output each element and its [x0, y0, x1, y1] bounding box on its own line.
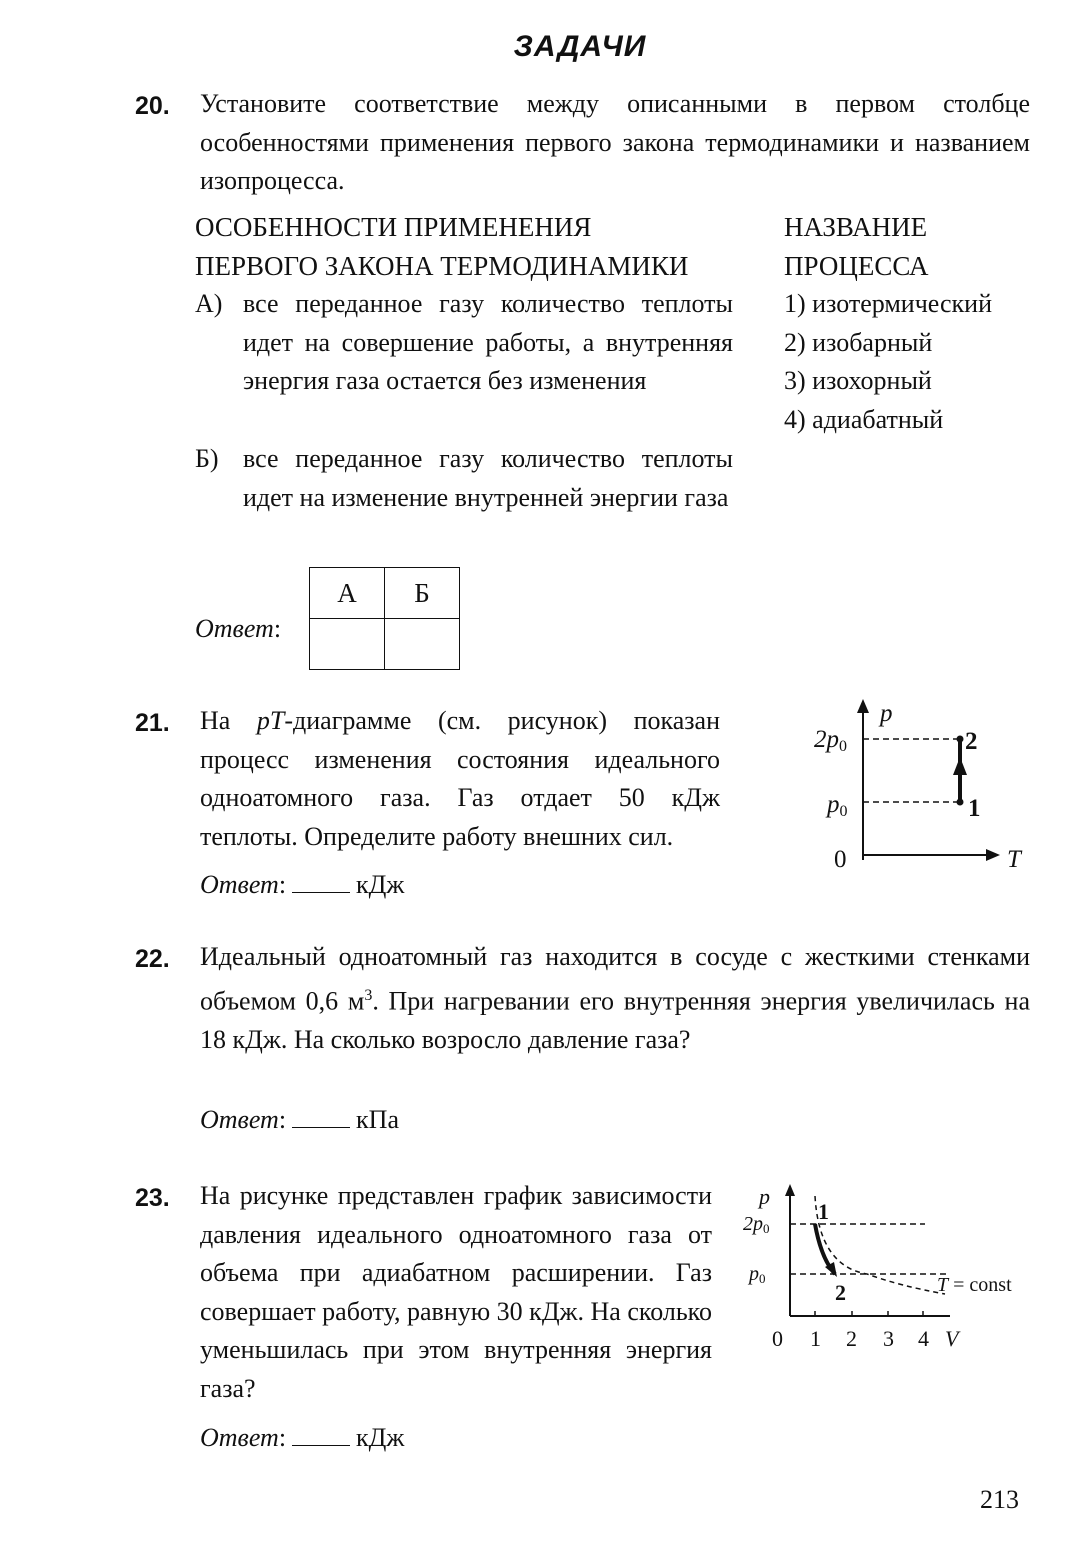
- answer-colon: :: [273, 614, 282, 643]
- problem-22-sup: 3: [364, 986, 373, 1004]
- problem-21-text-rest: -диаграмме (см. рисунок) показан процесс изменения состояния идеального одноатомного газа. Газ отдает 50 кДж теплоты. Определите работу внешних сил.: [200, 706, 720, 851]
- pv-x-tick-4: 4: [918, 1326, 929, 1351]
- answer-table: [309, 567, 460, 670]
- answer-blank[interactable]: [292, 1127, 350, 1128]
- problem-21-text: [200, 702, 720, 856]
- pv-p0-sub: 0: [759, 1271, 766, 1286]
- option-1: 1) изотермический: [784, 289, 992, 318]
- left-header-line-1: ОСОБЕННОСТИ ПРИМЕНЕНИЯ: [195, 212, 592, 242]
- problem-20-number: 20.: [135, 92, 170, 120]
- left-header-line-2: ПЕРВОГО ЗАКОНА ТЕРМОДИНАМИКИ: [195, 250, 689, 281]
- pt-point-1: [957, 799, 964, 806]
- answer-label: Ответ: [195, 614, 274, 643]
- problem-21-number: 21.: [135, 709, 170, 737]
- problem-23-number: 23.: [135, 1184, 170, 1212]
- answer-table-header-b: Б: [385, 568, 460, 619]
- pv-x-tick-0: 0: [772, 1326, 783, 1351]
- problem-21-answer: [200, 870, 404, 900]
- pt-2p0-sub: 0: [839, 738, 847, 755]
- answer-table-header-a: А: [310, 568, 385, 619]
- option-4: 4) адиабатный: [784, 404, 944, 434]
- pt-x-label: T: [1007, 846, 1021, 873]
- pv-isotherm-label: [937, 1274, 1012, 1296]
- pt-point-2-label: 2: [965, 728, 978, 755]
- pv-2p0-main: 2p: [743, 1213, 763, 1235]
- answer-unit: кДж: [356, 1423, 405, 1452]
- pt-point-1-label: 1: [968, 795, 981, 822]
- right-header-line-1: НАЗВАНИЕ: [784, 212, 928, 242]
- answer-label: Ответ: [200, 870, 279, 899]
- answer-label: Ответ: [200, 1105, 279, 1134]
- item-b-text: все переданное газу количество теплоты идет на изменение внутренней энергии газа: [243, 444, 733, 512]
- problem-23-answer: [200, 1423, 404, 1453]
- pv-p0-main: p: [749, 1263, 759, 1285]
- answer-cell-a[interactable]: [310, 619, 385, 670]
- answer-unit: кПа: [356, 1105, 399, 1134]
- pt-point-2: [957, 736, 964, 743]
- item-a-label: А): [195, 289, 223, 318]
- problem-22-number: 22.: [135, 945, 170, 973]
- problem-22-text-start: Идеальный одноатомный газ находится в сосуде с жесткими стенками объемом 0,6 м: [200, 942, 1030, 1016]
- page-heading: ЗАДАЧИ: [513, 30, 647, 63]
- pv-point-1-label: 1: [818, 1199, 829, 1224]
- pv-2p0-sub: 0: [763, 1221, 770, 1236]
- pv-p0-label: [747, 1263, 766, 1286]
- pv-x-tick-2: 2: [846, 1326, 857, 1351]
- problem-22-text: [200, 938, 1030, 1059]
- answer-colon: :: [278, 1105, 287, 1134]
- pv-isotherm-const: = const: [948, 1274, 1012, 1296]
- item-a-text: все переданное газу количество теплоты идет на совершение работы, а внутренняя энергия газа остается без изменения: [243, 289, 733, 395]
- option-2: 2) изобарный: [784, 327, 933, 357]
- pv-isotherm-t: T: [937, 1274, 949, 1296]
- answer-cell-b[interactable]: [385, 619, 460, 670]
- pt-2p0-main: 2p: [814, 726, 839, 753]
- pv-x-tick-1: 1: [810, 1326, 821, 1351]
- answer-blank[interactable]: [292, 1445, 350, 1446]
- problem-21-text-italic: pT: [256, 706, 285, 735]
- pt-y-label: p: [880, 700, 893, 727]
- answer-label: Ответ: [200, 1423, 279, 1452]
- problem-22-answer: [200, 1105, 399, 1135]
- item-b-label: Б): [195, 444, 219, 473]
- pv-x-label: V: [945, 1326, 959, 1351]
- pt-origin-label: 0: [834, 846, 847, 873]
- page-number: 213: [980, 1485, 1019, 1514]
- answer-blank[interactable]: [292, 892, 350, 893]
- problem-22-text-rest: . При нагревании его внутренняя энергия увеличилась на 18 кДж. На сколько возросло давление газа?: [200, 986, 1030, 1054]
- pv-x-tick-3: 3: [883, 1326, 894, 1351]
- problem-23-text: На рисунке представлен график зависимости давления идеального одноатомного газа от объема при адиабатном расширении. Газ совершает работу, равную 30 кДж. На сколько уменьшилась при этом внутренняя энергия газа?: [200, 1181, 712, 1403]
- answer-unit: кДж: [356, 870, 405, 899]
- pv-y-arrow: [785, 1184, 795, 1196]
- problem-20-answer-label: [195, 614, 281, 644]
- answer-colon: :: [278, 870, 287, 899]
- problem-20-left-header: [195, 208, 688, 285]
- pv-diagram: [735, 1178, 1035, 1358]
- pv-point-2-label: 2: [835, 1280, 846, 1305]
- pt-2p0-label: [814, 726, 847, 755]
- pt-p0-main: p: [827, 791, 840, 818]
- pt-diagram: [800, 695, 1040, 880]
- pv-2p0-label: [743, 1213, 770, 1236]
- answer-colon: :: [278, 1423, 287, 1452]
- pt-p0-label: [825, 791, 848, 820]
- problem-21-text-start: На: [200, 706, 257, 735]
- pt-x-arrow: [986, 849, 1000, 861]
- problem-20-text: Установите соответствие между описанными в первом столбце особенностями применения первого закона термодинамики и названием изопроцесса.: [200, 89, 1030, 195]
- problem-20-right-header: [784, 208, 929, 285]
- pt-process-arrow: [953, 757, 967, 775]
- right-header-line-2: ПРОЦЕССА: [784, 250, 929, 281]
- process-options-list: [784, 285, 992, 439]
- pv-y-label: p: [759, 1184, 770, 1209]
- pt-p0-sub: 0: [839, 803, 848, 820]
- pt-y-arrow: [857, 699, 869, 713]
- option-3: 3) изохорный: [784, 366, 932, 395]
